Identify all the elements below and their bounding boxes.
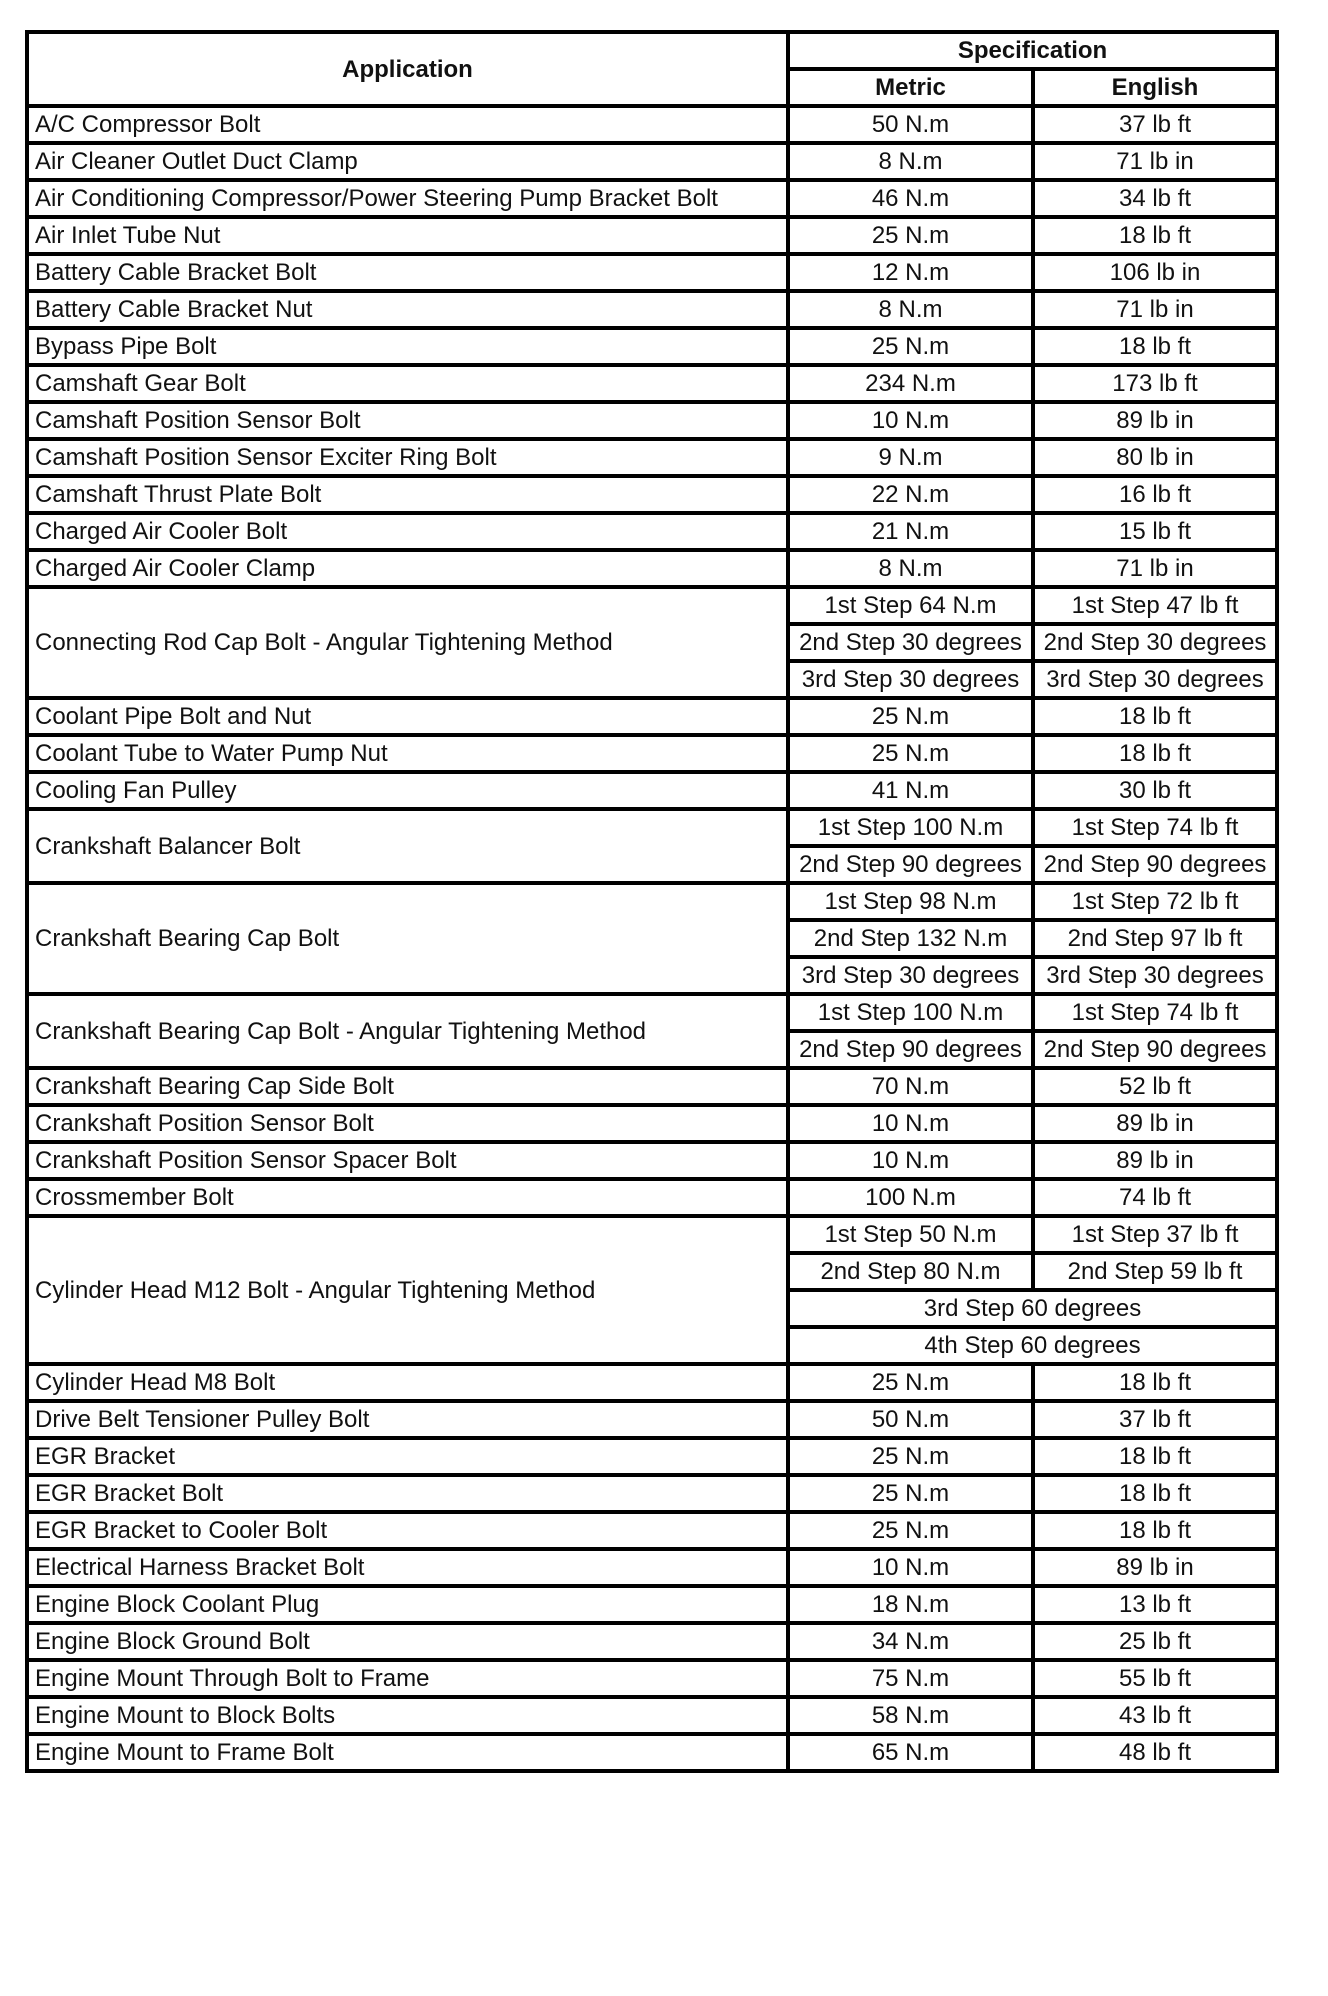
metric-cell: 12 N.m	[788, 254, 1033, 291]
table-row	[27, 1401, 1277, 1438]
english-cell: 1st Step 74 lb ft	[1033, 994, 1277, 1031]
metric-cell: 25 N.m	[788, 217, 1033, 254]
application-cell: Camshaft Position Sensor Bolt	[27, 402, 788, 439]
metric-cell: 1st Step 100 N.m	[788, 994, 1033, 1031]
metric-cell: 3rd Step 30 degrees	[788, 661, 1033, 698]
metric-cell: 34 N.m	[788, 1623, 1033, 1660]
metric-cell: 58 N.m	[788, 1697, 1033, 1734]
specification-header: Specification	[788, 32, 1277, 69]
metric-cell: 1st Step 64 N.m	[788, 587, 1033, 624]
metric-cell: 3rd Step 30 degrees	[788, 957, 1033, 994]
english-cell: 1st Step 47 lb ft	[1033, 587, 1277, 624]
table-row	[27, 328, 1277, 365]
metric-cell: 22 N.m	[788, 476, 1033, 513]
table-row	[27, 291, 1277, 328]
english-cell: 18 lb ft	[1033, 328, 1277, 365]
metric-cell: 8 N.m	[788, 143, 1033, 180]
metric-cell: 9 N.m	[788, 439, 1033, 476]
table-row	[27, 1512, 1277, 1549]
metric-cell: 25 N.m	[788, 698, 1033, 735]
table-row	[27, 698, 1277, 735]
metric-cell: 10 N.m	[788, 1142, 1033, 1179]
metric-header: Metric	[788, 69, 1033, 106]
metric-cell: 25 N.m	[788, 735, 1033, 772]
english-cell: 89 lb in	[1033, 1142, 1277, 1179]
application-cell: Engine Block Coolant Plug	[27, 1586, 788, 1623]
application-cell: Crankshaft Balancer Bolt	[27, 809, 788, 883]
metric-cell: 50 N.m	[788, 1401, 1033, 1438]
metric-cell: 25 N.m	[788, 1438, 1033, 1475]
english-cell: 2nd Step 59 lb ft	[1033, 1253, 1277, 1290]
application-cell: Charged Air Cooler Bolt	[27, 513, 788, 550]
metric-cell: 10 N.m	[788, 1105, 1033, 1142]
application-cell: Battery Cable Bracket Bolt	[27, 254, 788, 291]
application-cell: Air Inlet Tube Nut	[27, 217, 788, 254]
english-cell: 71 lb in	[1033, 143, 1277, 180]
application-cell: Engine Mount Through Bolt to Frame	[27, 1660, 788, 1697]
english-cell: 18 lb ft	[1033, 1512, 1277, 1549]
application-cell: Crankshaft Bearing Cap Side Bolt	[27, 1068, 788, 1105]
table-row	[27, 1142, 1277, 1179]
metric-cell: 2nd Step 90 degrees	[788, 846, 1033, 883]
metric-cell: 25 N.m	[788, 328, 1033, 365]
metric-cell: 1st Step 100 N.m	[788, 809, 1033, 846]
english-cell: 1st Step 74 lb ft	[1033, 809, 1277, 846]
table-row	[27, 809, 1277, 846]
english-cell: 2nd Step 97 lb ft	[1033, 920, 1277, 957]
application-cell: Cylinder Head M12 Bolt - Angular Tightening Method	[27, 1216, 788, 1364]
application-cell: Coolant Tube to Water Pump Nut	[27, 735, 788, 772]
table-row	[27, 735, 1277, 772]
table-row	[27, 1068, 1277, 1105]
metric-cell: 50 N.m	[788, 106, 1033, 143]
english-cell: 80 lb in	[1033, 439, 1277, 476]
header-row	[27, 32, 1277, 69]
application-cell: Crankshaft Bearing Cap Bolt - Angular Tightening Method	[27, 994, 788, 1068]
table-row	[27, 772, 1277, 809]
metric-cell: 25 N.m	[788, 1364, 1033, 1401]
english-cell: 74 lb ft	[1033, 1179, 1277, 1216]
english-cell: 89 lb in	[1033, 1549, 1277, 1586]
table-row	[27, 513, 1277, 550]
english-cell: 15 lb ft	[1033, 513, 1277, 550]
metric-cell: 8 N.m	[788, 550, 1033, 587]
english-cell: 34 lb ft	[1033, 180, 1277, 217]
application-cell: Crankshaft Position Sensor Bolt	[27, 1105, 788, 1142]
english-header: English	[1033, 69, 1277, 106]
table-row	[27, 1216, 1277, 1253]
english-cell: 18 lb ft	[1033, 1475, 1277, 1512]
metric-cell: 8 N.m	[788, 291, 1033, 328]
table-row	[27, 1660, 1277, 1697]
application-cell: Engine Mount to Block Bolts	[27, 1697, 788, 1734]
english-cell: 13 lb ft	[1033, 1586, 1277, 1623]
english-cell: 48 lb ft	[1033, 1734, 1277, 1771]
application-cell: Crankshaft Position Sensor Spacer Bolt	[27, 1142, 788, 1179]
torque-spec-table	[25, 30, 1279, 1773]
metric-cell: 2nd Step 90 degrees	[788, 1031, 1033, 1068]
english-cell: 173 lb ft	[1033, 365, 1277, 402]
english-cell: 2nd Step 90 degrees	[1033, 846, 1277, 883]
application-cell: Cooling Fan Pulley	[27, 772, 788, 809]
table-row	[27, 550, 1277, 587]
metric-cell: 21 N.m	[788, 513, 1033, 550]
application-cell: Camshaft Position Sensor Exciter Ring Bolt	[27, 439, 788, 476]
application-cell: EGR Bracket	[27, 1438, 788, 1475]
application-cell: Charged Air Cooler Clamp	[27, 550, 788, 587]
application-cell: Engine Mount to Frame Bolt	[27, 1734, 788, 1771]
table-row	[27, 1105, 1277, 1142]
table-row	[27, 402, 1277, 439]
specification-cell: 3rd Step 60 degrees	[788, 1290, 1277, 1327]
metric-cell: 18 N.m	[788, 1586, 1033, 1623]
english-cell: 18 lb ft	[1033, 1364, 1277, 1401]
metric-cell: 2nd Step 132 N.m	[788, 920, 1033, 957]
application-cell: Battery Cable Bracket Nut	[27, 291, 788, 328]
metric-cell: 2nd Step 30 degrees	[788, 624, 1033, 661]
application-cell: Crossmember Bolt	[27, 1179, 788, 1216]
english-cell: 55 lb ft	[1033, 1660, 1277, 1697]
table-row	[27, 1438, 1277, 1475]
table-row	[27, 106, 1277, 143]
table-body	[27, 106, 1277, 1771]
application-cell: Crankshaft Bearing Cap Bolt	[27, 883, 788, 994]
table-row	[27, 365, 1277, 402]
table-row	[27, 1364, 1277, 1401]
table-row	[27, 1586, 1277, 1623]
metric-cell: 25 N.m	[788, 1512, 1033, 1549]
english-cell: 89 lb in	[1033, 402, 1277, 439]
table-row	[27, 1179, 1277, 1216]
english-cell: 25 lb ft	[1033, 1623, 1277, 1660]
metric-cell: 70 N.m	[788, 1068, 1033, 1105]
application-cell: EGR Bracket Bolt	[27, 1475, 788, 1512]
english-cell: 106 lb in	[1033, 254, 1277, 291]
application-cell: A/C Compressor Bolt	[27, 106, 788, 143]
metric-cell: 41 N.m	[788, 772, 1033, 809]
english-cell: 18 lb ft	[1033, 698, 1277, 735]
english-cell: 18 lb ft	[1033, 735, 1277, 772]
metric-cell: 10 N.m	[788, 1549, 1033, 1586]
specification-cell: 4th Step 60 degrees	[788, 1327, 1277, 1364]
table-row	[27, 1623, 1277, 1660]
table-row	[27, 217, 1277, 254]
metric-cell: 10 N.m	[788, 402, 1033, 439]
english-cell: 1st Step 37 lb ft	[1033, 1216, 1277, 1253]
table-row	[27, 476, 1277, 513]
table-row	[27, 1549, 1277, 1586]
table-row	[27, 143, 1277, 180]
english-cell: 89 lb in	[1033, 1105, 1277, 1142]
table-row	[27, 254, 1277, 291]
metric-cell: 25 N.m	[788, 1475, 1033, 1512]
application-cell: Drive Belt Tensioner Pulley Bolt	[27, 1401, 788, 1438]
application-cell: Air Conditioning Compressor/Power Steering Pump Bracket Bolt	[27, 180, 788, 217]
application-cell: Engine Block Ground Bolt	[27, 1623, 788, 1660]
english-cell: 37 lb ft	[1033, 106, 1277, 143]
metric-cell: 1st Step 98 N.m	[788, 883, 1033, 920]
metric-cell: 1st Step 50 N.m	[788, 1216, 1033, 1253]
application-cell: Air Cleaner Outlet Duct Clamp	[27, 143, 788, 180]
english-cell: 3rd Step 30 degrees	[1033, 661, 1277, 698]
application-cell: Bypass Pipe Bolt	[27, 328, 788, 365]
table-row	[27, 180, 1277, 217]
table-row	[27, 439, 1277, 476]
table-row	[27, 994, 1277, 1031]
english-cell: 18 lb ft	[1033, 1438, 1277, 1475]
metric-cell: 46 N.m	[788, 180, 1033, 217]
english-cell: 1st Step 72 lb ft	[1033, 883, 1277, 920]
english-cell: 37 lb ft	[1033, 1401, 1277, 1438]
table-header	[27, 32, 1277, 106]
english-cell: 3rd Step 30 degrees	[1033, 957, 1277, 994]
english-cell: 30 lb ft	[1033, 772, 1277, 809]
english-cell: 71 lb in	[1033, 550, 1277, 587]
english-cell: 2nd Step 90 degrees	[1033, 1031, 1277, 1068]
metric-cell: 65 N.m	[788, 1734, 1033, 1771]
metric-cell: 100 N.m	[788, 1179, 1033, 1216]
english-cell: 16 lb ft	[1033, 476, 1277, 513]
table-row	[27, 1697, 1277, 1734]
metric-cell: 234 N.m	[788, 365, 1033, 402]
application-cell: EGR Bracket to Cooler Bolt	[27, 1512, 788, 1549]
table-row	[27, 1475, 1277, 1512]
table-row	[27, 587, 1277, 624]
english-cell: 18 lb ft	[1033, 217, 1277, 254]
metric-cell: 75 N.m	[788, 1660, 1033, 1697]
table-row	[27, 1734, 1277, 1771]
application-cell: Cylinder Head M8 Bolt	[27, 1364, 788, 1401]
application-cell: Connecting Rod Cap Bolt - Angular Tightening Method	[27, 587, 788, 698]
english-cell: 71 lb in	[1033, 291, 1277, 328]
application-cell: Coolant Pipe Bolt and Nut	[27, 698, 788, 735]
table-row	[27, 883, 1277, 920]
metric-cell: 2nd Step 80 N.m	[788, 1253, 1033, 1290]
application-cell: Electrical Harness Bracket Bolt	[27, 1549, 788, 1586]
application-cell: Camshaft Thrust Plate Bolt	[27, 476, 788, 513]
english-cell: 43 lb ft	[1033, 1697, 1277, 1734]
application-header: Application	[27, 32, 788, 106]
english-cell: 2nd Step 30 degrees	[1033, 624, 1277, 661]
application-cell: Camshaft Gear Bolt	[27, 365, 788, 402]
english-cell: 52 lb ft	[1033, 1068, 1277, 1105]
